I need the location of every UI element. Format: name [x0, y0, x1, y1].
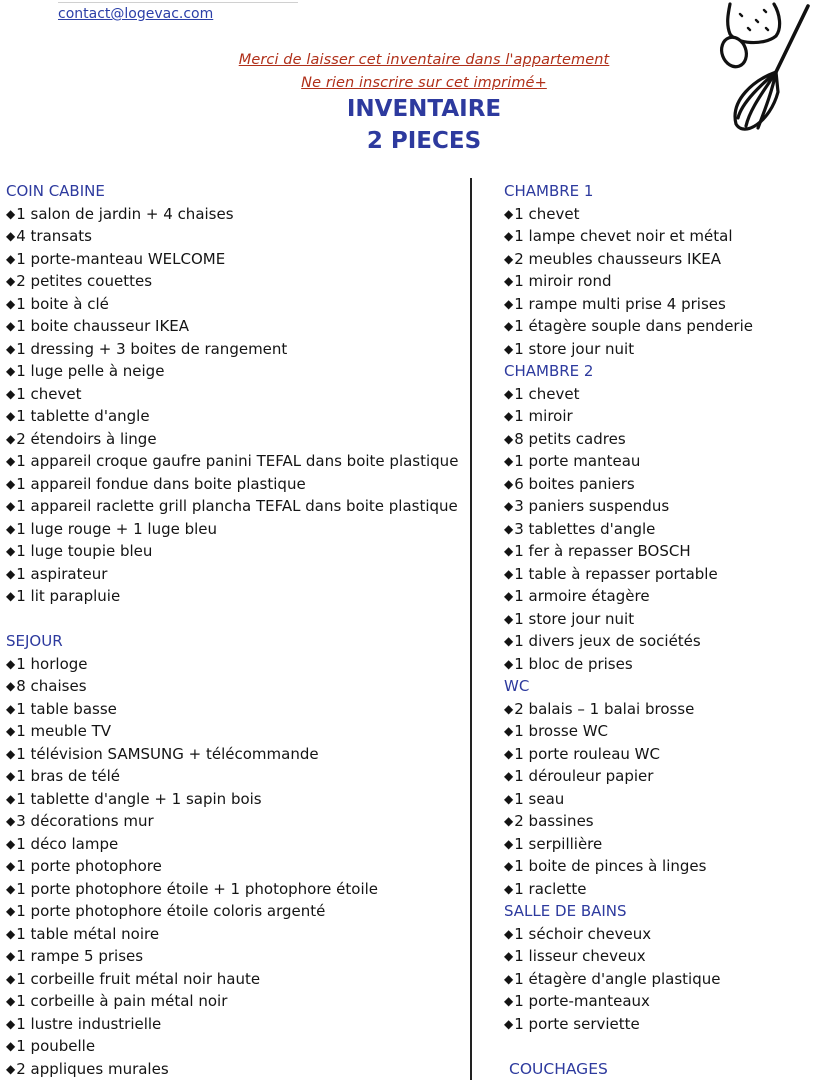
diamond-bullet-icon: ◆: [6, 251, 16, 266]
list-item: [6, 338, 458, 361]
list-item-label: 1 lisseur cheveux: [514, 947, 646, 965]
list-item: [6, 653, 458, 676]
diamond-bullet-icon: ◆: [504, 724, 514, 738]
list-item-label: 1 miroir rond: [514, 272, 612, 290]
section-list-sejour: [6, 653, 458, 1081]
list-item-label: 1 porte serviette: [514, 1014, 640, 1033]
list-item: [6, 405, 458, 428]
diamond-bullet-icon: ◆: [6, 881, 16, 896]
list-item-label: 1 boite chausseur IKEA: [16, 317, 190, 335]
list-item-label: 1 étagère d'angle plastique: [514, 969, 721, 988]
list-item: [6, 945, 458, 968]
list-item-label: 2 meubles chausseurs IKEA: [514, 249, 721, 268]
diamond-bullet-icon: ◆: [6, 544, 16, 558]
diamond-bullet-icon: ◆: [6, 949, 16, 963]
diamond-bullet-icon: ◆: [6, 476, 16, 491]
notice-leave-inventory: Merci de laisser cet inventaire dans l'appartement: [238, 52, 610, 68]
diamond-bullet-icon: ◆: [6, 769, 16, 783]
list-item: [6, 225, 458, 248]
list-item-label: 1 porte photophore étoile coloris argenté: [16, 902, 326, 920]
list-item: [504, 225, 753, 248]
list-item-label: 1 tablette d'angle + 1 sapin bois: [16, 789, 262, 808]
list-item-label: 1 table métal noire: [16, 924, 160, 943]
column-divider: [470, 178, 472, 1080]
list-item-label: 1 appareil raclette grill plancha TEFAL dans boite plastique: [16, 497, 458, 515]
diamond-bullet-icon: ◆: [6, 229, 16, 243]
diamond-bullet-icon: ◆: [504, 791, 514, 806]
list-item-label: 1 brosse WC: [514, 722, 609, 740]
list-item-label: 1 chevet: [514, 384, 580, 403]
list-item-label: 1 chevet: [16, 384, 82, 403]
list-item-label: 1 meuble TV: [16, 722, 112, 740]
page-title: INVENTAIRE: [346, 96, 502, 122]
list-item: [6, 900, 458, 923]
diamond-bullet-icon: ◆: [6, 499, 16, 513]
list-item: [504, 338, 753, 361]
list-item: [504, 495, 753, 518]
list-item: [504, 248, 753, 271]
list-item: [504, 518, 753, 541]
list-item: [504, 428, 753, 451]
list-item-label: 1 lit parapluie: [16, 587, 121, 605]
list-item: [504, 450, 753, 473]
section-heading-chambre-2: CHAMBRE 2: [504, 362, 594, 380]
diamond-bullet-icon: ◆: [6, 971, 16, 986]
list-item-label: 2 balais – 1 balai brosse: [514, 699, 695, 718]
list-item-label: 1 luge pelle à neige: [16, 362, 165, 380]
section-list-coin-cabine: [6, 203, 458, 608]
list-item-label: 2 étendoirs à linge: [16, 429, 157, 448]
section-heading-sejour: SEJOUR: [6, 632, 63, 650]
section-heading-couchages: COUCHAGES: [509, 1060, 608, 1078]
list-item-label: 1 salon de jardin + 4 chaises: [16, 204, 234, 223]
list-item: [6, 518, 458, 541]
list-item: [504, 743, 753, 766]
section-list-salle-de-bains: [504, 923, 753, 1036]
diamond-bullet-icon: ◆: [504, 701, 514, 716]
diamond-bullet-icon: ◆: [6, 454, 16, 468]
diamond-bullet-icon: ◆: [504, 476, 514, 491]
list-item: [6, 743, 458, 766]
list-item-label: 1 tablette d'angle: [16, 407, 150, 425]
diamond-bullet-icon: ◆: [6, 319, 16, 333]
diamond-bullet-icon: ◆: [6, 1061, 16, 1076]
diamond-bullet-icon: ◆: [504, 769, 514, 783]
list-item: [504, 653, 753, 676]
diamond-bullet-icon: ◆: [504, 274, 514, 288]
list-item: [504, 945, 753, 968]
list-item: [504, 473, 753, 496]
list-item: [6, 968, 458, 991]
diamond-bullet-icon: ◆: [6, 566, 16, 581]
diamond-bullet-icon: ◆: [504, 229, 514, 243]
cropped-address-line: [58, 0, 298, 3]
diamond-bullet-icon: ◆: [504, 611, 514, 626]
list-item-label: 1 télévision SAMSUNG + télécommande: [16, 744, 319, 763]
list-item: [6, 248, 458, 271]
section-list-wc: [504, 698, 753, 901]
diamond-bullet-icon: ◆: [6, 431, 16, 446]
list-item-label: 1 porte-manteaux: [514, 992, 650, 1010]
list-item-label: 4 transats: [16, 227, 92, 245]
list-item: [6, 855, 458, 878]
list-item: [6, 450, 458, 473]
diamond-bullet-icon: ◆: [504, 971, 514, 986]
diamond-bullet-icon: ◆: [504, 994, 514, 1008]
diamond-bullet-icon: ◆: [6, 926, 16, 941]
list-item-label: 1 raclette: [514, 879, 587, 898]
list-item-label: 3 tablettes d'angle: [514, 519, 656, 538]
section-spacer: [6, 608, 458, 631]
list-item: [6, 203, 458, 226]
diamond-bullet-icon: ◆: [6, 206, 16, 221]
list-item-label: 1 porte photophore étoile + 1 photophore étoile: [16, 879, 379, 898]
list-item: [6, 270, 458, 293]
diamond-bullet-icon: ◆: [6, 746, 16, 761]
list-item: [6, 833, 458, 856]
list-item: [504, 810, 753, 833]
diamond-bullet-icon: ◆: [6, 904, 16, 918]
diamond-bullet-icon: ◆: [6, 521, 16, 536]
diamond-bullet-icon: ◆: [6, 296, 16, 311]
diamond-bullet-icon: ◆: [6, 1039, 16, 1053]
section-list-chambre-2: [504, 383, 753, 676]
list-item: [504, 315, 753, 338]
list-item-label: 1 appareil croque gaufre panini TEFAL dans boite plastique: [16, 452, 459, 470]
list-item-label: 1 horloge: [16, 654, 88, 673]
list-item: [504, 270, 753, 293]
list-item: [504, 990, 753, 1013]
section-heading-salle-de-bains: SALLE DE BAINS: [504, 902, 627, 920]
list-item-label: 1 lampe chevet noir et métal: [514, 227, 733, 245]
list-item: [6, 720, 458, 743]
diamond-bullet-icon: ◆: [504, 544, 514, 558]
diamond-bullet-icon: ◆: [504, 656, 514, 671]
list-item: [6, 765, 458, 788]
list-item-label: 1 chevet: [514, 204, 580, 223]
diamond-bullet-icon: ◆: [504, 814, 514, 828]
list-item: [6, 788, 458, 811]
list-item: [6, 585, 458, 608]
diamond-bullet-icon: ◆: [6, 724, 16, 738]
diamond-bullet-icon: ◆: [6, 274, 16, 288]
list-item-label: 2 bassines: [514, 812, 594, 830]
diamond-bullet-icon: ◆: [504, 499, 514, 513]
diamond-bullet-icon: ◆: [504, 589, 514, 603]
list-item: [6, 923, 458, 946]
list-item-label: 1 seau: [514, 789, 565, 808]
list-item-label: 6 boites paniers: [514, 474, 635, 493]
list-item: [504, 788, 753, 811]
diamond-bullet-icon: ◆: [504, 836, 514, 851]
list-item: [504, 855, 753, 878]
diamond-bullet-icon: ◆: [504, 634, 514, 648]
list-item-label: 1 dressing + 3 boites de rangement: [16, 339, 288, 358]
diamond-bullet-icon: ◆: [504, 566, 514, 581]
list-item: [6, 383, 458, 406]
list-item: [6, 1035, 458, 1058]
section-heading-chambre-1: CHAMBRE 1: [504, 182, 594, 200]
list-item-label: 1 aspirateur: [16, 564, 108, 583]
list-item: [6, 360, 458, 383]
list-item-label: 2 petites couettes: [16, 272, 153, 290]
list-item: [6, 1013, 458, 1036]
list-item: [504, 585, 753, 608]
list-item-label: 1 séchoir cheveux: [514, 924, 652, 943]
list-item-label: 3 paniers suspendus: [514, 497, 670, 515]
list-item-label: 1 lustre industrielle: [16, 1014, 162, 1033]
diamond-bullet-icon: ◆: [504, 296, 514, 311]
section-heading-wc: WC: [504, 677, 530, 695]
list-item-label: 1 appareil fondue dans boite plastique: [16, 474, 306, 493]
list-item: [504, 203, 753, 226]
diamond-bullet-icon: ◆: [6, 791, 16, 806]
list-item: [504, 405, 753, 428]
diamond-bullet-icon: ◆: [504, 1016, 514, 1031]
diamond-bullet-icon: ◆: [6, 679, 16, 693]
diamond-bullet-icon: ◆: [6, 341, 16, 356]
list-item-label: 2 appliques murales: [16, 1059, 169, 1078]
list-item-label: 1 poubelle: [16, 1037, 96, 1055]
diamond-bullet-icon: ◆: [504, 881, 514, 896]
list-item: [504, 878, 753, 901]
diamond-bullet-icon: ◆: [504, 431, 514, 446]
list-item: [504, 698, 753, 721]
list-item: [504, 293, 753, 316]
list-item-label: 1 miroir: [514, 407, 573, 425]
list-item: [6, 293, 458, 316]
diamond-bullet-icon: ◆: [504, 949, 514, 963]
diamond-bullet-icon: ◆: [504, 409, 514, 423]
diamond-bullet-icon: ◆: [6, 656, 16, 671]
list-item: [6, 990, 458, 1013]
notice-do-not-write: Ne rien inscrire sur cet imprimé+: [301, 75, 547, 91]
diamond-bullet-icon: ◆: [504, 746, 514, 761]
diamond-bullet-icon: ◆: [504, 859, 514, 873]
list-item: [504, 833, 753, 856]
list-item-label: 1 table basse: [16, 699, 117, 718]
page-subtitle: 2 PIECES: [366, 128, 482, 154]
diamond-bullet-icon: ◆: [504, 206, 514, 221]
list-item-label: 1 boite à clé: [16, 294, 109, 313]
diamond-bullet-icon: ◆: [6, 859, 16, 873]
list-item-label: 1 bloc de prises: [514, 654, 633, 673]
list-item: [504, 608, 753, 631]
list-item: [6, 675, 458, 698]
list-item: [504, 923, 753, 946]
list-item: [504, 720, 753, 743]
list-item-label: 1 déco lampe: [16, 834, 119, 853]
diamond-bullet-icon: ◆: [6, 836, 16, 851]
list-item: [6, 878, 458, 901]
list-item: [6, 698, 458, 721]
list-item-label: 1 armoire étagère: [514, 587, 650, 605]
list-item: [6, 428, 458, 451]
list-item: [6, 1058, 458, 1081]
diamond-bullet-icon: ◆: [504, 251, 514, 266]
whisk-bowl-icon: [706, 0, 828, 136]
list-item-label: 1 corbeille fruit métal noir haute: [16, 969, 261, 988]
diamond-bullet-icon: ◆: [6, 814, 16, 828]
right-column: [504, 180, 753, 1035]
list-item: [6, 563, 458, 586]
list-item: [504, 563, 753, 586]
diamond-bullet-icon: ◆: [6, 409, 16, 423]
list-item: [504, 968, 753, 991]
list-item: [6, 540, 458, 563]
diamond-bullet-icon: ◆: [504, 386, 514, 401]
list-item: [504, 540, 753, 563]
list-item: [504, 765, 753, 788]
list-item-label: 3 décorations mur: [16, 812, 154, 830]
list-item-label: 1 corbeille à pain métal noir: [16, 992, 228, 1010]
list-item-label: 1 store jour nuit: [514, 339, 635, 358]
list-item-label: 1 boite de pinces à linges: [514, 857, 707, 875]
list-item-label: 8 petits cadres: [514, 429, 626, 448]
section-list-chambre-1: [504, 203, 753, 361]
diamond-bullet-icon: ◆: [6, 701, 16, 716]
list-item-label: 1 store jour nuit: [514, 609, 635, 628]
contact-email-link[interactable]: contact@logevac.com: [58, 6, 214, 22]
list-item-label: 1 porte manteau: [514, 452, 641, 470]
list-item: [504, 383, 753, 406]
diamond-bullet-icon: ◆: [6, 994, 16, 1008]
diamond-bullet-icon: ◆: [504, 341, 514, 356]
diamond-bullet-icon: ◆: [504, 454, 514, 468]
list-item-label: 1 fer à repasser BOSCH: [514, 542, 691, 560]
list-item: [504, 1013, 753, 1036]
list-item-label: 1 divers jeux de sociétés: [514, 632, 701, 650]
list-item: [6, 473, 458, 496]
list-item-label: 1 porte photophore: [16, 857, 162, 875]
list-item-label: 1 table à repasser portable: [514, 564, 718, 583]
list-item-label: 1 bras de télé: [16, 767, 121, 785]
list-item-label: 1 dérouleur papier: [514, 767, 654, 785]
list-item: [6, 495, 458, 518]
diamond-bullet-icon: ◆: [6, 386, 16, 401]
diamond-bullet-icon: ◆: [6, 1016, 16, 1031]
diamond-bullet-icon: ◆: [504, 926, 514, 941]
section-heading-coin-cabine: COIN CABINE: [6, 182, 105, 200]
list-item-label: 1 étagère souple dans penderie: [514, 317, 753, 335]
list-item-label: 8 chaises: [16, 677, 87, 695]
list-item-label: 1 luge toupie bleu: [16, 542, 153, 560]
diamond-bullet-icon: ◆: [504, 319, 514, 333]
list-item-label: 1 serpillière: [514, 834, 603, 853]
diamond-bullet-icon: ◆: [504, 521, 514, 536]
list-item-label: 1 rampe 5 prises: [16, 947, 144, 965]
list-item-label: 1 luge rouge + 1 luge bleu: [16, 519, 218, 538]
list-item-label: 1 porte-manteau WELCOME: [16, 249, 226, 268]
list-item-label: 1 rampe multi prise 4 prises: [514, 294, 726, 313]
diamond-bullet-icon: ◆: [6, 589, 16, 603]
diamond-bullet-icon: ◆: [6, 364, 16, 378]
left-column: [6, 180, 458, 1080]
list-item: [504, 630, 753, 653]
list-item: [6, 810, 458, 833]
list-item-label: 1 porte rouleau WC: [514, 744, 660, 763]
list-item: [6, 315, 458, 338]
